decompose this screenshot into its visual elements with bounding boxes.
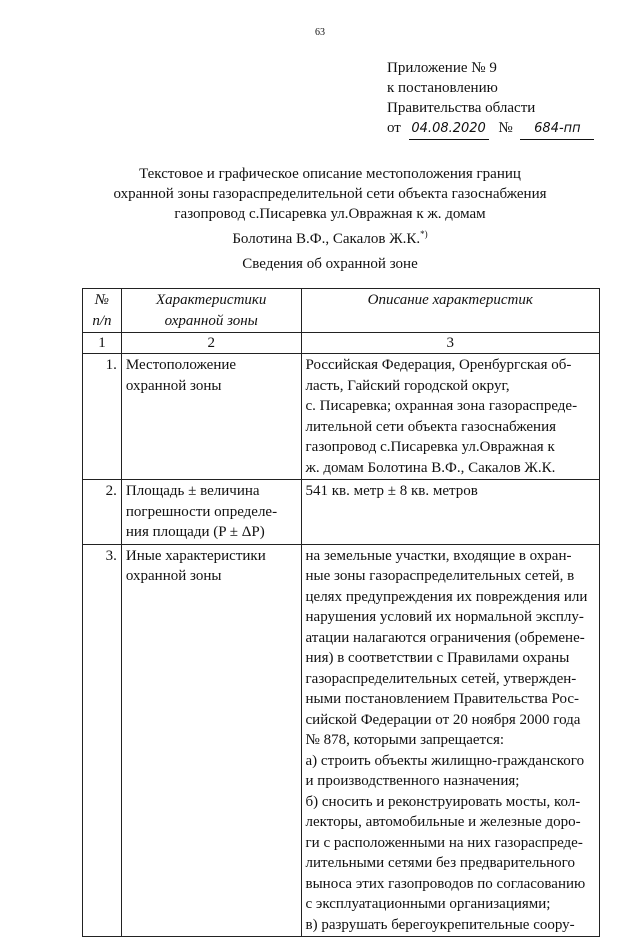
row-1-desc-line: с. Писаревка; охранная зона газораспреде- — [305, 398, 578, 414]
index-cell-3: 3 — [301, 333, 599, 354]
appendix-line-2: к постановлению — [387, 80, 498, 96]
row-1-desc-line: Российская Федерация, Оренбургская об- — [305, 357, 572, 373]
row-2-char-line: ния площади (P ± ΔP) — [125, 524, 265, 540]
row-3-desc-line: газораспределительных сетей, утвержден- — [305, 670, 577, 687]
title-line-4 — [60, 224, 600, 249]
table-row — [83, 354, 600, 480]
row-1-num: 1. — [83, 354, 122, 480]
table-row — [83, 480, 600, 545]
row-3-desc-line: ния) в соответствии с Правилами охраны — [305, 650, 570, 666]
row-3-desc-line: и производственного назначения; — [305, 773, 520, 789]
header-row — [83, 289, 600, 333]
row-1-desc-line: ласть, Гайский городской округ, — [305, 377, 510, 394]
row-3-desc-line: на земельные участки, входящие в охран- — [305, 547, 572, 564]
header-num-line-1: № — [94, 292, 110, 308]
header-char-line-2: охранной зоны — [164, 312, 258, 329]
row-3-desc-line: а) строить объекты жилищно-гражданского — [305, 752, 585, 769]
row-3-desc-line: лекторы, автомобильные и железные доро- — [305, 814, 581, 830]
header-description: Описание характеристик — [301, 289, 599, 333]
row-3-char-line: Иные характеристики — [125, 547, 266, 564]
page-number: 63 — [315, 27, 325, 38]
row-3-desc-line: ными постановлением Правительства Рос- — [305, 691, 579, 707]
row-1-description — [301, 354, 599, 480]
row-3-desc-line: целях предупреждения их повреждения или — [305, 588, 588, 605]
row-3-description — [301, 544, 599, 937]
row-2-char-line: Площадь ± величина — [125, 483, 260, 499]
appendix-line-3: Правительства области — [387, 100, 536, 116]
header-num — [83, 289, 122, 333]
row-3-characteristic — [121, 544, 301, 937]
row-2-desc-line: 541 кв. метр ± 8 кв. метров — [305, 483, 478, 499]
row-1-desc-line: газопровод с.Писаревка ул.Овражная к — [305, 439, 555, 455]
appendix-line-1: Приложение № 9 — [387, 60, 497, 76]
row-3-desc-line: в) разрушать берегоукрепительные соору- — [305, 916, 575, 933]
row-1-desc-line: ж. домам Болотина В.Ф., Сакалов Ж.К. — [305, 459, 556, 476]
row-2-characteristic — [121, 480, 301, 545]
appendix-date-line — [387, 118, 594, 140]
from-label: от — [387, 120, 401, 136]
row-3-desc-line: б) сносить и реконструировать мосты, кол- — [305, 793, 581, 810]
section-subtitle: Сведения об охранной зоне — [242, 256, 418, 272]
header-char-line-1: Характеристики — [155, 292, 267, 308]
header-characteristic — [121, 289, 301, 333]
row-1-desc-line: лительной сети объекта газоснабжения — [305, 418, 557, 435]
zone-table — [82, 288, 600, 937]
row-3-desc-line: с эксплуатационными организациями; — [305, 896, 551, 912]
row-3-desc-line: атации налагаются ограничения (обремене- — [305, 629, 585, 646]
handwritten-number: 684-пп — [520, 119, 594, 140]
row-3-char-line: охранной зоны — [125, 568, 222, 584]
number-label: № — [498, 120, 513, 136]
row-2-num: 2. — [83, 480, 122, 545]
row-3-desc-line: ные зоны газораспределительных сетей, в — [305, 568, 575, 584]
appendix-header — [387, 58, 594, 140]
title-line-2: охранной зоны газораспределительной сети объекта газоснабжения — [113, 186, 547, 202]
row-1-characteristic — [121, 354, 301, 480]
row-3-desc-line: лительными сетями без предварительного — [305, 855, 575, 871]
table-row — [83, 544, 600, 937]
index-cell-2: 2 — [121, 333, 301, 354]
title-line-4-text: Болотина В.Ф., Сакалов Ж.К. — [232, 231, 421, 247]
document-title — [60, 164, 600, 249]
header-num-line-2: п/п — [92, 312, 112, 329]
title-line-1: Текстовое и графическое описание местоположения границ — [139, 166, 521, 182]
row-3-desc-line: нарушения условий их нормальной эксплу- — [305, 609, 584, 625]
handwritten-date: 04.08.2020 — [409, 119, 489, 140]
row-1-char-line: Местоположение — [125, 357, 237, 373]
title-line-3: газопровод с.Писаревка ул.Овражная к ж. домам — [174, 206, 486, 222]
row-2-char-line: погрешности определе- — [125, 503, 278, 520]
row-3-desc-line: сийской Федерации от 20 ноября 2000 года — [305, 711, 581, 728]
row-3-desc-line: № 878, которыми запрещается: — [305, 732, 505, 748]
index-row — [83, 333, 600, 354]
row-3-desc-line: ги с расположенными на них газораспреде- — [305, 834, 583, 851]
row-3-num: 3. — [83, 544, 122, 937]
row-3-desc-line: выноса этих газопроводов по согласованию — [305, 875, 586, 892]
row-1-char-line: охранной зоны — [125, 377, 222, 394]
row-2-description — [301, 480, 599, 545]
index-cell-1: 1 — [83, 333, 122, 354]
footnote-mark: *) — [420, 229, 428, 239]
